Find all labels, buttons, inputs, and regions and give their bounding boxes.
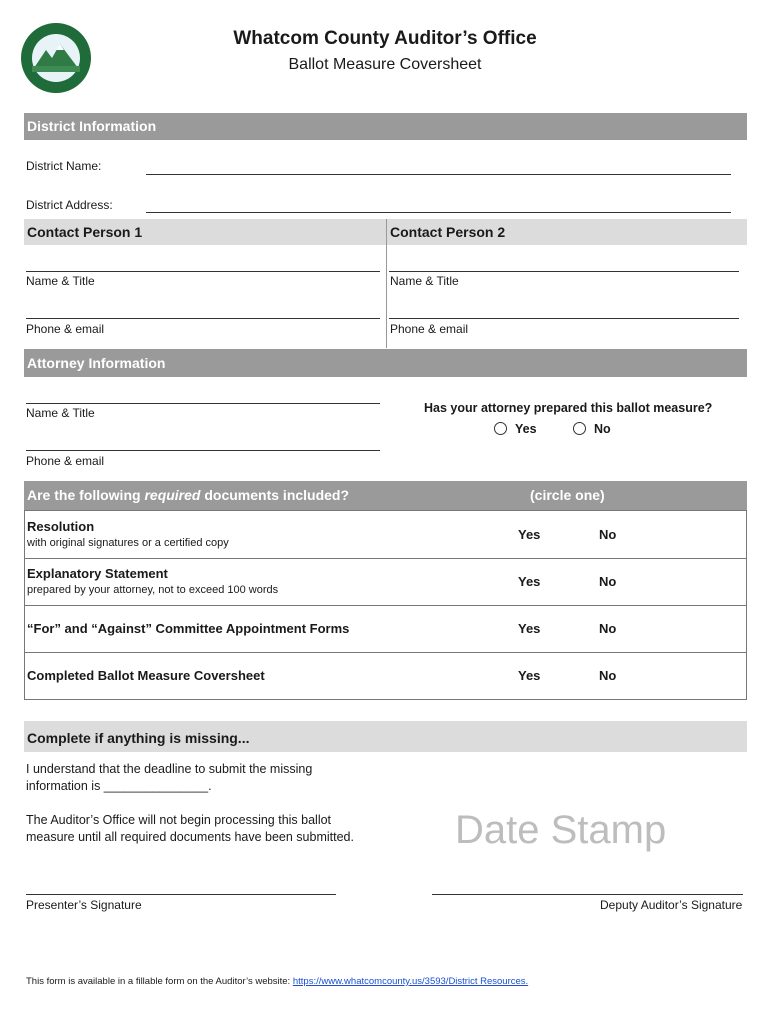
attorney-no-option[interactable] [573,422,611,436]
yes-radio-icon[interactable] [494,422,507,435]
deadline-line-2[interactable]: information is _______________. [26,779,212,793]
circle-one-label: (circle one) [530,487,605,503]
contact2-name-label: Name & Title [390,274,459,288]
document-row [25,559,746,606]
no-radio-icon[interactable] [573,422,586,435]
document-no-option[interactable]: No [599,668,617,683]
document-title: “For” and “Against” Committee Appointment Forms [27,621,350,636]
processing-note-line-2: measure until all required documents have been submitted. [26,830,354,844]
contact-person-2-header: Contact Person 2 [390,224,506,240]
document-title: Completed Ballot Measure Coversheet [27,668,265,683]
document-yes-option[interactable]: Yes [518,574,541,589]
district-section-header: District Information [24,113,747,140]
contact2-phone-label: Phone & email [390,322,469,336]
contact1-phone-field[interactable] [26,318,380,319]
attorney-no-label: No [594,422,611,436]
contact-person-1-header: Contact Person 1 [27,224,143,240]
contact2-phone-field[interactable] [389,318,739,319]
missing-section-header: Complete if anything is missing... [24,721,747,752]
document-subtitle: prepared by your attorney, not to exceed 100 words [27,584,279,596]
presenter-signature-field[interactable] [26,894,336,895]
document-yes-option[interactable]: Yes [518,527,541,542]
page-title: Whatcom County Auditor’s Office [233,28,537,49]
documents-section-header [24,481,747,510]
contact1-name-label: Name & Title [26,274,95,288]
footer-text: This form is available in a fillable form on the Auditor’s website: [26,976,293,987]
attorney-name-label: Name & Title [26,406,95,420]
district-name-label: District Name: [26,159,102,173]
contact-divider [386,219,387,348]
deputy-signature-field[interactable] [432,894,743,895]
document-row [25,606,746,653]
contact1-phone-label: Phone & email [26,322,105,336]
documents-table [24,510,747,700]
deadline-line-1: I understand that the deadline to submit the missing [26,762,313,776]
documents-header-emphasis: required [144,487,201,503]
district-address-field[interactable] [146,212,731,213]
attorney-section-header: Attorney Information [24,349,747,377]
attorney-phone-label: Phone & email [26,454,105,468]
date-stamp-area: Date Stamp [455,808,667,852]
district-resources-link[interactable]: https://www.whatcomcounty.us/3593/District Resources. [292,976,529,987]
document-row [25,653,746,699]
attorney-name-field[interactable] [26,403,380,404]
deputy-signature-label: Deputy Auditor’s Signature [600,898,743,912]
document-row [25,511,746,559]
contact1-name-field[interactable] [26,271,380,272]
documents-header-prefix: Are the following [27,487,145,503]
document-title: Explanatory Statement [27,566,168,581]
district-address-label: District Address: [26,198,113,212]
footer-note [26,976,528,987]
district-name-field[interactable] [146,174,731,175]
attorney-question: Has your attorney prepared this ballot measure? [424,401,713,415]
attorney-yes-label: Yes [515,422,537,436]
document-no-option[interactable]: No [599,621,617,636]
document-yes-option[interactable]: Yes [518,621,541,636]
page-subtitle: Ballot Measure Coversheet [288,56,482,73]
document-no-option[interactable]: No [599,574,617,589]
documents-header-suffix: documents included? [200,487,350,503]
document-title: Resolution [27,519,95,534]
presenter-signature-label: Presenter’s Signature [26,898,142,912]
processing-note-line-1: The Auditor’s Office will not begin processing this ballot [26,813,332,827]
attorney-yes-option[interactable] [494,422,537,436]
document-yes-option[interactable]: Yes [518,668,541,683]
document-subtitle: with original signatures or a certified copy [27,537,229,549]
document-no-option[interactable]: No [599,527,617,542]
attorney-phone-field[interactable] [26,450,380,451]
contact2-name-field[interactable] [389,271,739,272]
